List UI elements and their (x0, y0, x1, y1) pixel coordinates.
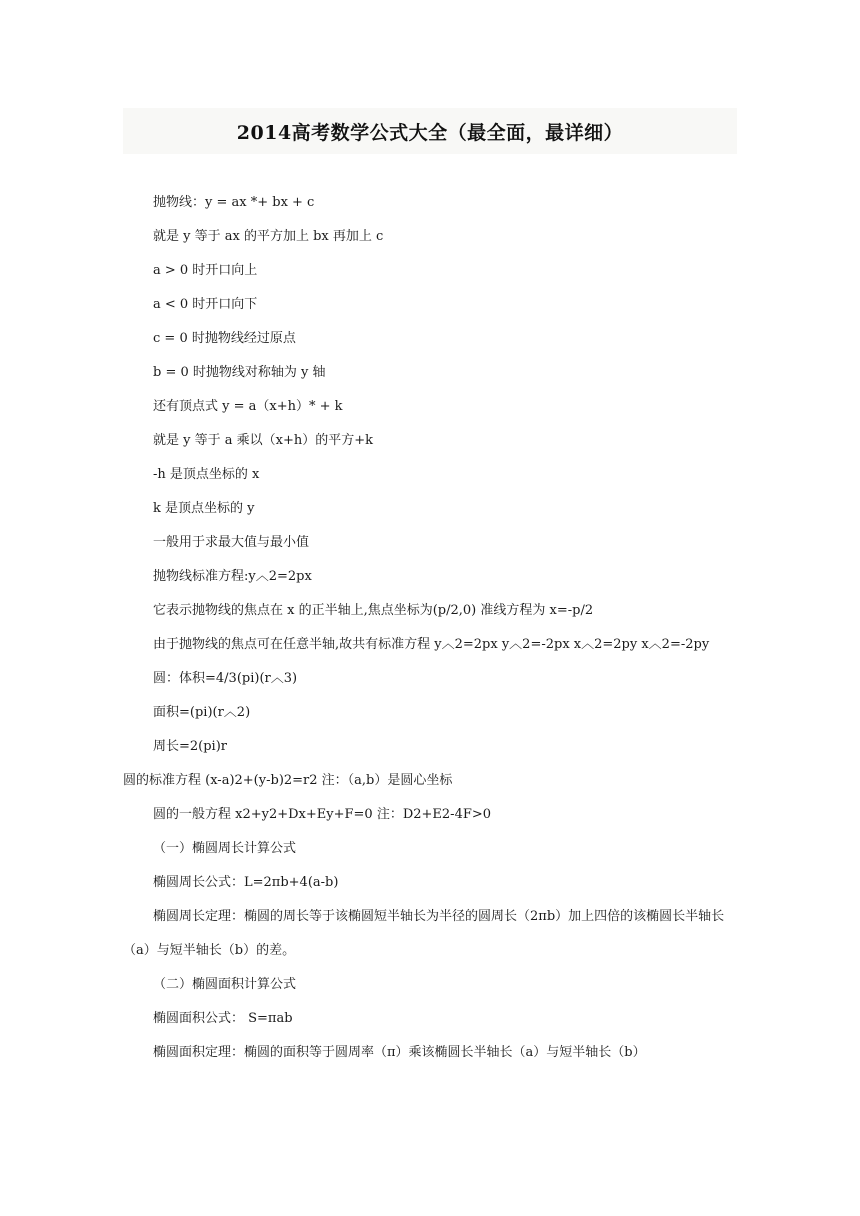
text-line: 就是 y 等于 ax 的平方加上 bx 再加上 c (153, 229, 384, 244)
text-line: 椭圆周长公式：L=2πb+4(a-b) (153, 875, 339, 890)
text-line: c = 0 时抛物线经过原点 (153, 331, 296, 346)
text-line: （二）椭圆面积计算公式 (153, 977, 297, 992)
text-line: 就是 y 等于 a 乘以（x+h）的平方+k (153, 433, 373, 448)
text-line: 圆的标准方程 (x-a)2+(y-b)2=r2 注：（a,b）是圆心坐标 (123, 773, 453, 788)
document-body (123, 186, 739, 1070)
text-line: 它表示抛物线的焦点在 x 的正半轴上,焦点坐标为(p/2,0) 准线方程为 x=-p/2 (153, 603, 594, 618)
text-line: 椭圆面积公式： S=πab (153, 1011, 293, 1026)
text-line: -h 是顶点坐标的 x (153, 467, 260, 482)
text-line: 一般用于求最大值与最小值 (153, 535, 310, 550)
document-title: 2014高考数学公式大全（最全面，最详细） (236, 121, 624, 144)
text-line: a < 0 时开口向下 (153, 297, 258, 312)
text-line: k 是顶点坐标的 y (153, 501, 255, 516)
text-line: 圆：体积=4/3(pi)(r︿3) (153, 671, 298, 686)
text-line: a > 0 时开口向上 (153, 263, 258, 278)
text-line: 抛物线标准方程:y︿2=2px (153, 569, 312, 584)
text-paragraph: 由于抛物线的焦点可在任意半轴,故共有标准方程 y︿2=2px y︿2=-2px x︿2=2py x︿2=-2py (153, 637, 710, 652)
text-line: 还有顶点式 y = a（x+h）* + k (153, 399, 343, 414)
text-line: 周长=2(pi)r (153, 739, 228, 754)
title-band (123, 108, 737, 154)
text-line: 面积=(pi)(r︿2) (153, 705, 251, 720)
text-line: b = 0 时抛物线对称轴为 y 轴 (153, 365, 326, 380)
text-paragraph: 椭圆周长定理：椭圆的周长等于该椭圆短半轴长为半径的圆周长（2πb）加上四倍的该椭圆长半轴长（a）与短半轴长（b）的差。 (123, 909, 725, 958)
text-line: 圆的一般方程 x2+y2+Dx+Ey+F=0 注：D2+E2-4F>0 (153, 807, 492, 822)
text-line: （一）椭圆周长计算公式 (153, 841, 297, 856)
text-line: 抛物线：y = ax *+ bx + c (153, 195, 315, 210)
text-line: 椭圆面积定理：椭圆的面积等于圆周率（π）乘该椭圆长半轴长（a）与短半轴长（b） (153, 1045, 646, 1060)
